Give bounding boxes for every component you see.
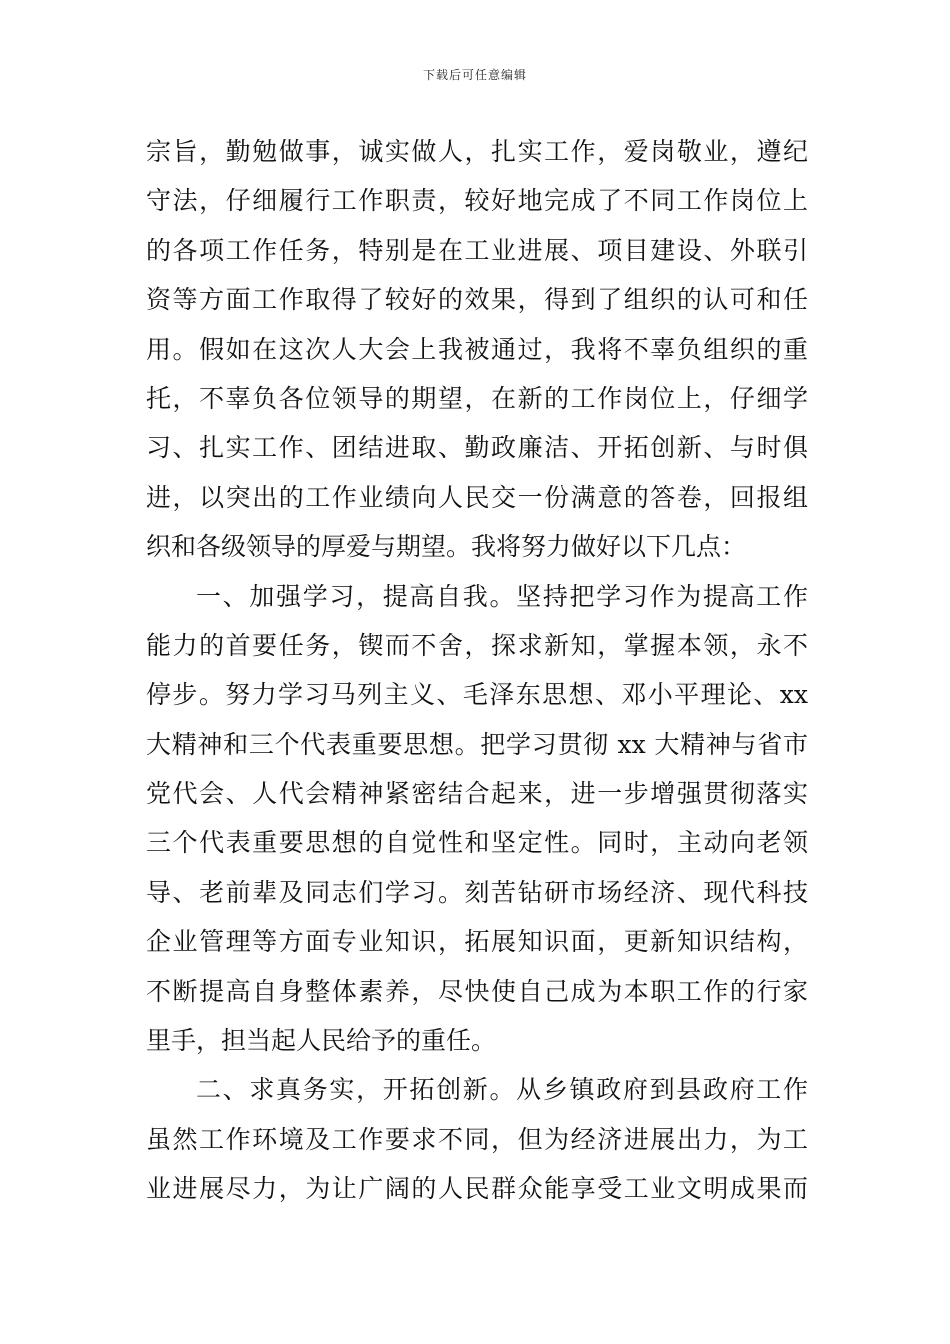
text-line: 守法，仔细履行工作职责，较好地完成了不同工作岗位上 bbox=[146, 186, 808, 216]
paragraph-heading-line: 二、求真务实，开拓创新。从乡镇政府到县政府工作 bbox=[196, 1075, 808, 1105]
header-note: 下载后可任意编辑 bbox=[422, 68, 527, 82]
text-line: 停步。努力学习马列主义、毛泽东思想、邓小平理论、xx bbox=[146, 680, 808, 710]
text-line: 党代会、人代会精神紧密结合起来，进一步增强贯彻落实 bbox=[146, 779, 808, 809]
text-line: 里手，担当起人民给予的重任。 bbox=[146, 1026, 497, 1056]
text-line: 大精神和三个代表重要思想。把学习贯彻 xx 大精神与省市 bbox=[146, 729, 808, 759]
text-line: 能力的首要任务，锲而不舍，探求新知，掌握本领，永不 bbox=[146, 630, 808, 660]
text-line: 三个代表重要思想的自觉性和坚定性。同时，主动向老领 bbox=[146, 828, 808, 858]
text-line: 虽然工作环境及工作要求不同，但为经济进展出力，为工 bbox=[146, 1124, 808, 1154]
text-line: 资等方面工作取得了较好的效果，得到了组织的认可和任 bbox=[146, 285, 808, 315]
text-line: 的各项工作任务，特别是在工业进展、项目建设、外联引 bbox=[146, 235, 808, 265]
document-body bbox=[146, 127, 808, 1214]
text-line: 不断提高自身整体素养，尽快使自己成为本职工作的行家 bbox=[146, 976, 808, 1006]
text-line: 进，以突出的工作业绩向人民交一份满意的答卷，回报组 bbox=[146, 482, 808, 512]
text-line: 托，不辜负各位领导的期望，在新的工作岗位上，仔细学 bbox=[146, 383, 808, 413]
text-line: 织和各级领导的厚爱与期望。我将努力做好以下几点： bbox=[146, 532, 747, 562]
text-line: 业进展尽力，为让广阔的人民群众能享受工业文明成果而 bbox=[146, 1174, 808, 1204]
text-line: 习、扎实工作、团结进取、勤政廉洁、开拓创新、与时俱 bbox=[146, 433, 808, 463]
text-line: 导、老前辈及同志们学习。刻苦钻研市场经济、现代科技 bbox=[146, 877, 808, 907]
text-line: 企业管理等方面专业知识，拓展知识面，更新知识结构， bbox=[146, 927, 808, 957]
text-line: 宗旨，勤勉做事，诚实做人，扎实工作，爱岗敬业，遵纪 bbox=[146, 137, 808, 166]
paragraph-heading-line: 一、加强学习，提高自我。坚持把学习作为提高工作 bbox=[196, 581, 808, 611]
text-line: 用。假如在这次人大会上我被通过，我将不辜负组织的重 bbox=[146, 334, 808, 364]
